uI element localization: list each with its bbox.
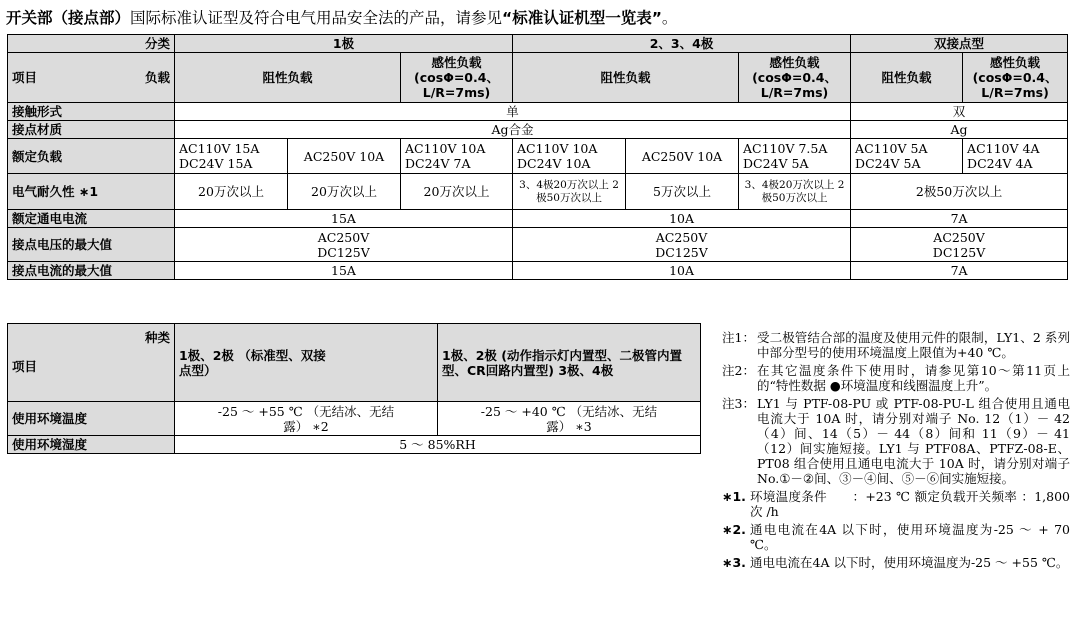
res-load-2: 阻性负载 bbox=[513, 53, 739, 103]
electrical-life-cell: 20万次以上 bbox=[288, 174, 401, 210]
contact-material-ag-alloy: Ag合金 bbox=[175, 121, 851, 139]
heading-bold: 开关部（接点部） bbox=[6, 9, 131, 27]
environment-table bbox=[7, 323, 701, 454]
max-voltage-cell: AC250V DC125V bbox=[851, 228, 1068, 262]
row-label-contact-material: 接点材质 bbox=[8, 121, 175, 139]
contact-form-double: 双 bbox=[851, 103, 1068, 121]
contact-form-single: 单 bbox=[175, 103, 851, 121]
row-label-rated-load: 额定负载 bbox=[8, 139, 175, 174]
rated-current-cell: 10A bbox=[513, 210, 851, 228]
max-current-cell: 15A bbox=[175, 262, 513, 280]
rated-load-cell: AC250V 10A bbox=[288, 139, 401, 174]
rated-load-cell: AC110V 4A DC24V 4A bbox=[963, 139, 1068, 174]
group-234pole: 2、3、4极 bbox=[513, 35, 851, 53]
note-item: 注1： 受二极管结合部的温度及使用元件的限制，LY1、2 系列中部分型号的使用环境温度上限值为+40 ℃。 bbox=[722, 330, 1070, 360]
ambient-humidity-cell: 5 ～ 85%RH bbox=[175, 436, 701, 454]
row-label-electrical-life: 电气耐久性 ∗1 bbox=[8, 174, 175, 210]
ind-load-3: 感性负载 (cosΦ=0.4、L/R=7ms) bbox=[963, 53, 1068, 103]
electrical-life-cell: 5万次以上 bbox=[626, 174, 739, 210]
group-double: 双接点型 bbox=[851, 35, 1068, 53]
row-label-max-current: 接点电流的最大值 bbox=[8, 262, 175, 280]
note-item: 注2： 在其它温度条件下使用时，请参见第10～第11页上的“特性数据 ●环境温度和线圈温度上升”。 bbox=[722, 363, 1070, 393]
group-1pole: 1极 bbox=[175, 35, 513, 53]
ambient-temp-cell: -25 ～ +55 ℃ （无结冰、无结露） ∗2 bbox=[175, 402, 438, 436]
footnote-item: ∗3. 通电电流在4A 以下时，使用环境温度为-25 ～ +55 ℃。 bbox=[722, 555, 1069, 570]
ind-load-1: 感性负载 (cosΦ=0.4、L/R=7ms) bbox=[401, 53, 513, 103]
rated-load-cell: AC110V 7.5A DC24V 5A bbox=[739, 139, 851, 174]
row-label-max-voltage: 接点电压的最大值 bbox=[8, 228, 175, 262]
res-load-3: 阻性负载 bbox=[851, 53, 963, 103]
rated-load-cell: AC250V 10A bbox=[626, 139, 739, 174]
max-current-cell: 7A bbox=[851, 262, 1068, 280]
rated-load-cell: AC110V 10A DC24V 10A bbox=[513, 139, 626, 174]
electrical-life-cell: 3、4极20万次以上 2极50万次以上 bbox=[739, 174, 851, 210]
rated-load-cell: AC110V 5A DC24V 5A bbox=[851, 139, 963, 174]
res-load-1: 阻性负载 bbox=[175, 53, 401, 103]
env-col-builtin: 1极、2极 (动作指示灯内置型、二极管内置型、CR回路内置型) 3极、4极 bbox=[438, 324, 701, 402]
max-current-cell: 10A bbox=[513, 262, 851, 280]
electrical-life-cell: 2极50万次以上 bbox=[851, 174, 1068, 210]
row-label-rated-current: 额定通电电流 bbox=[8, 210, 175, 228]
corner-item-load: 项目 负载 bbox=[8, 53, 175, 103]
note-item: 注3： LY1 与 PTF-08-PU 或 PTF-08-PU-L 组合使用且通电电流大于 10A 时，请分别对端子 No. 12（1）－ 42（4）间、14（5）－ 44（8）间和 11（9）－ 41（12）间实施短接。LY1 与 PTF08A、PTFZ-08-E、PT08 组合使用且通电电流大于 10A 时，请分别对端子 No.①－②间、③－④间、⑤－⑥间实施短接。 bbox=[722, 396, 1070, 486]
heading-quote: “标准认证机型一览表” bbox=[502, 9, 662, 27]
ambient-temp-cell: -25 ～ +40 ℃ （无结冰、无结露） ∗3 bbox=[438, 402, 701, 436]
env-col-standard: 1极、2极 （标准型、双接点型） bbox=[175, 324, 438, 402]
rated-load-cell: AC110V 15A DC24V 15A bbox=[175, 139, 288, 174]
rated-current-cell: 15A bbox=[175, 210, 513, 228]
env-corner: 种类 项目 bbox=[8, 324, 175, 402]
row-label-ambient-humidity: 使用环境湿度 bbox=[8, 436, 175, 454]
row-label-ambient-temp: 使用环境温度 bbox=[8, 402, 175, 436]
rated-current-cell: 7A bbox=[851, 210, 1068, 228]
electrical-life-cell: 20万次以上 bbox=[401, 174, 513, 210]
rated-load-cell: AC110V 10A DC24V 7A bbox=[401, 139, 513, 174]
electrical-life-cell: 20万次以上 bbox=[175, 174, 288, 210]
max-voltage-cell: AC250V DC125V bbox=[513, 228, 851, 262]
footnote-item: ∗2. 通电电流在4A 以下时，使用环境温度为-25 ～ + 70 ℃。 bbox=[722, 522, 1070, 552]
corner-category: 分类 bbox=[8, 35, 175, 53]
electrical-life-cell: 3、4极20万次以上 2极50万次以上 bbox=[513, 174, 626, 210]
footnote-item: ∗1. 环境温度条件 ：+23 ℃ 额定负载开关频率 ：1,800 次 /h bbox=[722, 489, 1070, 519]
heading-text: 国际标准认证型及符合电气用品安全法的产品，请参见 bbox=[130, 9, 503, 27]
row-label-contact-form: 接触形式 bbox=[8, 103, 175, 121]
switch-spec-table bbox=[7, 34, 1068, 280]
max-voltage-cell: AC250V DC125V bbox=[175, 228, 513, 262]
contact-material-ag: Ag bbox=[851, 121, 1068, 139]
notes-block bbox=[722, 330, 1070, 573]
section-heading: 开关部（接点部）国际标准认证型及符合电气用品安全法的产品，请参见“标准认证机型一览表”。 bbox=[6, 9, 678, 27]
ind-load-2: 感性负载 (cosΦ=0.4、L/R=7ms) bbox=[739, 53, 851, 103]
